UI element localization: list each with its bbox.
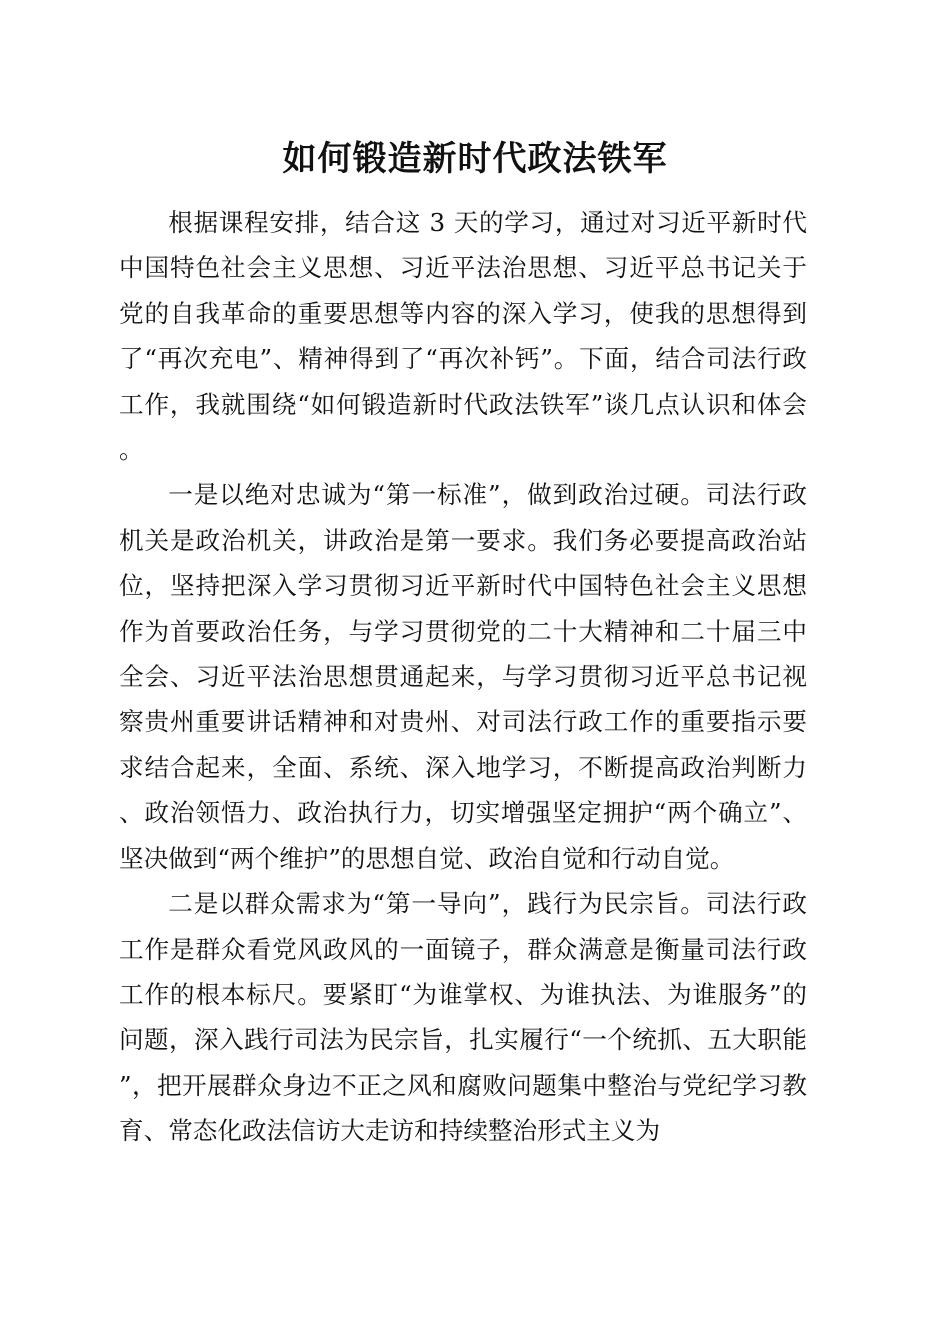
document-body [119,200,807,1154]
document-title: 如何锻造新时代政法铁军 [282,139,668,179]
paragraph-loyalty: 一是以绝对忠诚为“第一标准”，做到政治过硬。司法行政机关是政治机关，讲政治是第一要求。我们务必要提高政治站位，坚持把深入学习贯彻习近平新时代中国特色社会主义思想作为首要政治任务，与学习贯彻党的二十大精神和二十届三中全会、习近平法治思想贯通起来，与学习贯彻习近平总书记视察贵州重要讲话精神和对贵州、对司法行政工作的重要指示要求结合起来，全面、系统、深入地学习，不断提高政治判断力、政治领悟力、政治执行力，切实增强坚定拥护“两个确立”、坚决做到“两个维护”的思想自觉、政治自觉和行动自觉。 [119,480,807,873]
paragraph-intro: 根据课程安排，结合这 3 天的学习，通过对习近平新时代中国特色社会主义思想、习近平法治思想、习近平总书记关于党的自我革命的重要思想等内容的深入学习，使我的思想得到了“再次充电”、精神得到了“再次补钙”。下面，结合司法行政工作，我就围绕“如何锻造新时代政法铁军”谈几点认识和体会。 [119,208,807,465]
paragraph-people-needs: 二是以群众需求为“第一导向”，践行为民宗旨。司法行政工作是群众看党风政风的一面镜子，群众满意是衡量司法行政工作的根本标尺。要紧盯“为谁掌权、为谁执法、为谁服务”的问题，深入践行司法为民宗旨，扎实履行“一个统抓、五大职能”，把开展群众身边不正之风和腐败问题集中整治与党纪学习教育、常态化政法信访大走访和持续整治形式主义为 [119,889,807,1146]
